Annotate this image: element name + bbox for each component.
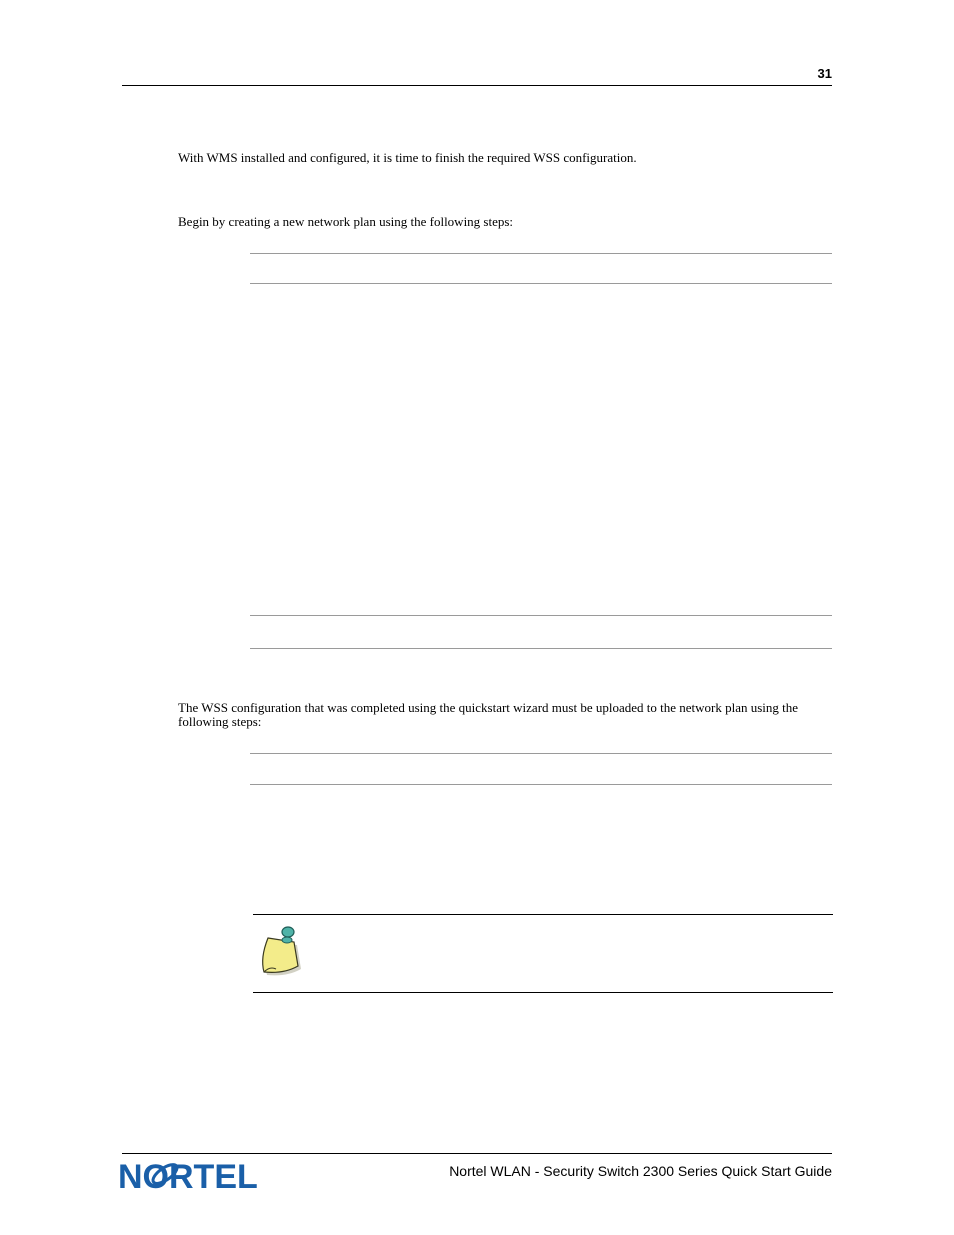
table-rule [250, 615, 832, 616]
guide-title: Nortel WLAN - Security Switch 2300 Series Quick Start Guide [449, 1163, 832, 1179]
network-plan-intro: Begin by creating a new network plan using the following steps: [178, 214, 514, 229]
table-rule [250, 648, 832, 649]
upload-intro: The WSS configuration that was completed using the quickstart wizard must be uploaded to the network plan using the following steps: [178, 700, 799, 729]
pushpin-note-icon [254, 922, 306, 985]
intro-paragraph: With WMS installed and configured, it is time to finish the required WSS configuration. [178, 150, 637, 165]
footer-rule [122, 1153, 832, 1154]
table-rule [250, 753, 832, 754]
header-rule [122, 85, 832, 86]
note-top-rule [253, 914, 833, 915]
page-number: 31 [817, 66, 832, 81]
table-rule [250, 784, 832, 785]
logo-text: NORTEL [118, 1158, 258, 1196]
nortel-logo [118, 1156, 258, 1201]
table-rule [250, 253, 832, 254]
table-rule [250, 283, 832, 284]
note-bottom-rule [253, 992, 833, 993]
